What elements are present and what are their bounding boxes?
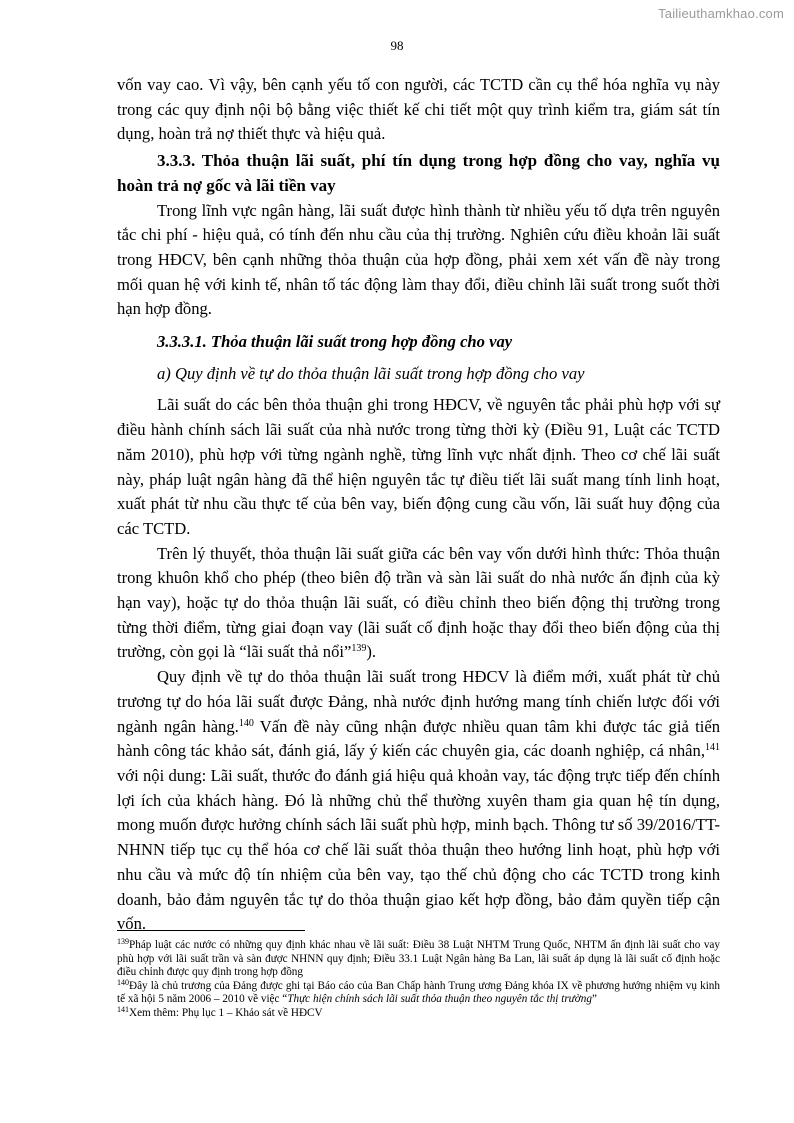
paragraph-interest-theory bbox=[117, 542, 720, 666]
footnotes bbox=[117, 939, 720, 1020]
paragraph-continuation: vốn vay cao. Vì vậy, bên cạnh yếu tố con người, các TCTD cần cụ thể hóa nghĩa vụ này trong các quy định nội bộ bằng việc thiết kế chi tiết một quy trình kiểm tra, giám sát tín dụng, hoàn trả nợ thiết thực và hiệu quả. bbox=[117, 75, 720, 144]
footnote-text: Pháp luật các nước có những quy định khác nhau về lãi suất: Điều 38 Luật NHTM Trung Quốc, NHTM ấn định lãi suất cho vay phù hợp với lãi suất trần và sàn được NHNN quy định; Điều 33.1 Luật Ngân hàng Ba Lan, lãi suất áp dụng là lãi suất cố định hoặc điều chỉnh được quy định trong hợp đồng bbox=[117, 939, 720, 978]
section-heading: 3.3.3. Thỏa thuận lãi suất, phí tín dụng trong hợp đồng cho vay, nghĩa vụ hoàn trả nợ gốc và lãi tiền vay bbox=[117, 151, 720, 195]
paragraph-text: ). bbox=[366, 642, 377, 662]
paragraph-text: Trên lý thuyết, thỏa thuận lãi suất giữa các bên vay vốn dưới hình thức: Thỏa thuận trong khuôn khổ cho phép (theo biên độ trần và sàn lãi suất do nhà nước ấn định của kỳ hạn vay), hoặc tự do thỏa thuận lãi suất, có điều chỉnh theo biến động thị trường trong từng thời điểm, từng giai đoạn vay (lãi suất cố định hoặc thay đổi theo biến động của thị trường, còn gọi là “lãi suất thả nổi” bbox=[117, 543, 720, 662]
paragraph-text: Vấn đề này cũng nhận được nhiều quan tâm khi được tác giả tiến hành công tác khảo sát, đánh giá, lấy ý kiến các chuyên gia, các doanh nghiệp, cá nhân, bbox=[117, 716, 720, 761]
paragraph-interest-overview: Trong lĩnh vực ngân hàng, lãi suất được hình thành từ nhiều yếu tố dựa trên nguyên tắc chi phí - hiệu quả, có tính đến nhu cầu của thị trường. Nghiên cứu điều khoản lãi suất trong HĐCV, bên cạnh những thỏa thuận của hợp đồng, phải xem xét vấn đề này trong mối quan hệ với kinh tế, nhân tố tác động làm thay đổi, điều chỉnh lãi suất trong suốt thời hạn hợp đồng. bbox=[117, 200, 720, 319]
footnote-separator bbox=[117, 930, 305, 931]
footnote-number: 141 bbox=[117, 1004, 129, 1014]
footnote bbox=[117, 1004, 720, 1021]
footnote-text: Đây là chủ trương của Đảng được ghi tại Báo cáo của Ban Chấp hành Trung ương Đảng khóa IX về phương hướng nhiệm vụ kinh tế xã hội 5 năm 2006 – 2010 về việc “ bbox=[117, 979, 720, 1005]
footnote-text: ” bbox=[591, 993, 597, 1005]
page-number: 98 bbox=[390, 38, 404, 53]
footnote-ref[interactable]: 139 bbox=[351, 643, 367, 655]
footnote-number: 140 bbox=[117, 977, 129, 987]
subsection-heading: 3.3.3.1. Thỏa thuận lãi suất trong hợp đồng cho vay bbox=[157, 332, 513, 352]
footnote-text: Xem thêm: Phụ lục 1 – Khảo sát về HĐCV bbox=[129, 1006, 323, 1019]
page-body bbox=[117, 73, 720, 937]
footnote bbox=[117, 939, 720, 980]
footnote-ref[interactable]: 140 bbox=[238, 717, 254, 729]
footnote-quote: Thực hiện chính sách lãi suất thỏa thuận theo nguyên tắc thị trường bbox=[287, 993, 592, 1005]
paragraph-interest-regulation: Lãi suất do các bên thỏa thuận ghi trong HĐCV, về nguyên tắc phải phù hợp với sự điều hành chính sách lãi suất của nhà nước trong từng thời kỳ (Điều 91, Luật các TCTD năm 2010), phù hợp với từng ngành nghề, từng lĩnh vực nhất định. Theo cơ chế lãi suất này, pháp luật ngân hàng đã thể hiện nguyên tắc tự điều tiết lãi suất mang tính linh hoạt, xuất phát từ nhu cầu thực tế của bên vay, biến động cung cầu vốn, lãi suất huy động của các TCTD. bbox=[117, 395, 720, 538]
watermark: Tailieuthamkhao.com bbox=[658, 6, 784, 21]
paragraph-interest-freedom bbox=[117, 665, 720, 937]
footnote-ref[interactable]: 141 bbox=[705, 742, 720, 754]
footnote-number: 139 bbox=[117, 937, 129, 946]
footnote bbox=[117, 977, 720, 1007]
paragraph-text: với nội dung: Lãi suất, thước đo đánh giá hiệu quả khoản vay, tác động trực tiếp đến chính lợi ích của khách hàng. Đó là những chủ thể thường xuyên tham gia quan hệ tín dụng, mong muốn được hưởng chính sách lãi suất phù hợp, minh bạch. Thông tư số 39/2016/TT-NHNN tiếp tục cụ thể hóa cơ chế lãi suất thỏa thuận theo hướng linh hoạt, phù hợp với nhu cầu và mức độ tín nhiệm của bên vay, tạo thế chủ động cho các TCTD trong kinh doanh, bảo đảm nguyên tắc tự do thỏa thuận giao kết hợp đồng, bảo đảm quyền tiếp cận vốn. bbox=[117, 765, 720, 934]
paragraph-text: Quy định về tự do thỏa thuận lãi suất trong HĐCV là điểm mới, xuất phát từ chủ trương tự do hóa lãi suất được Đảng, nhà nước định hướng mang tính chiến lược đối với ngành ngân hàng. bbox=[117, 667, 720, 736]
item-heading: a) Quy định về tự do thỏa thuận lãi suất trong hợp đồng cho vay bbox=[157, 363, 585, 383]
